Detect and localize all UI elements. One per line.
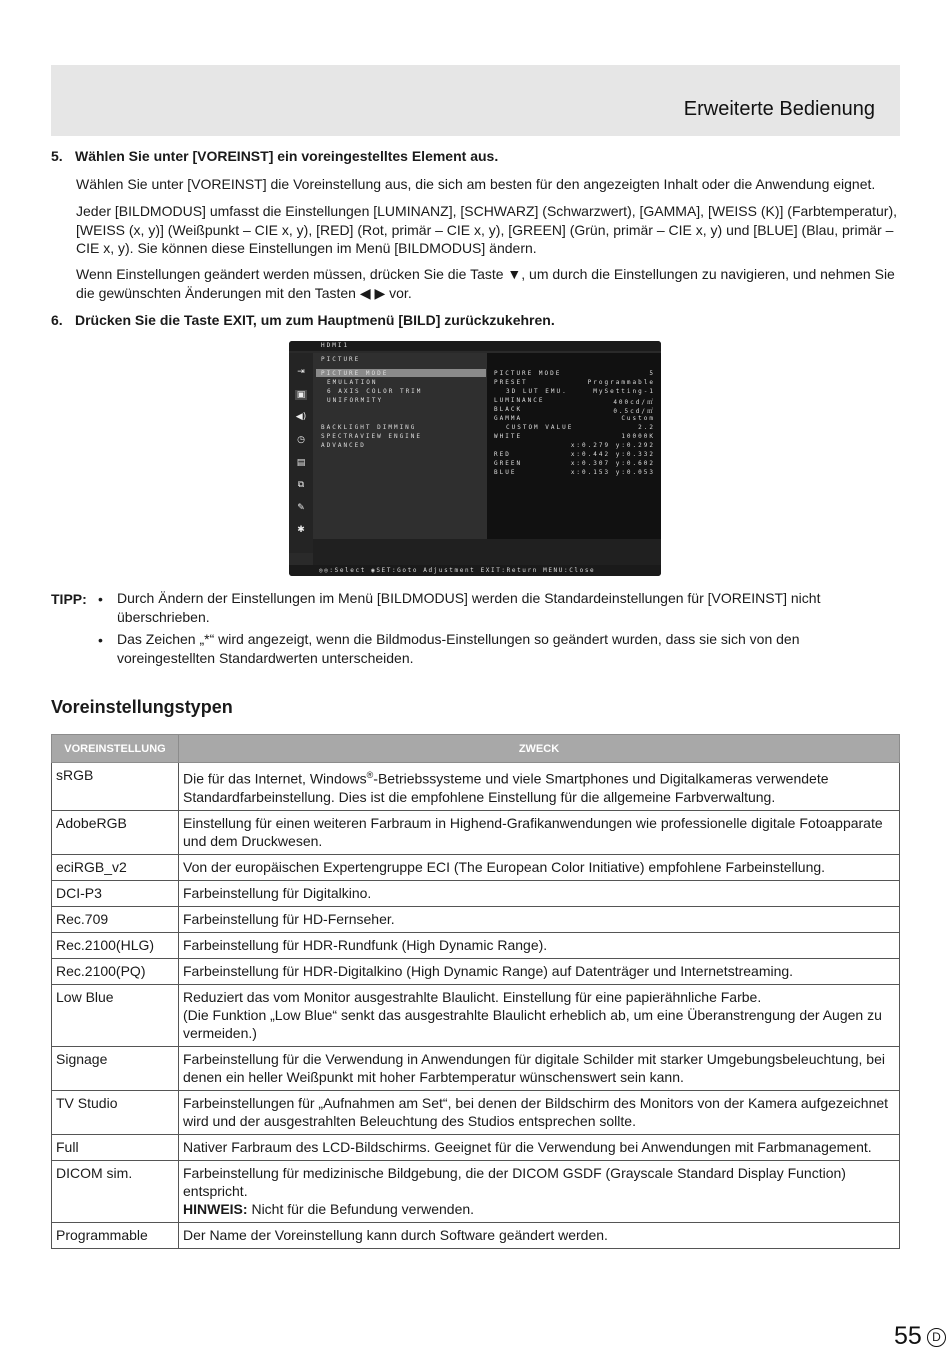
step-number: 5. [51,148,63,164]
osd-row-label: LUMINANCE [494,397,545,404]
osd-row-value: 400cd/㎡ [613,399,655,406]
table-row [52,1222,900,1248]
preset-purpose-note: (Die Funktion „Low Blue“ senkt das ausgestrahlte Blaulicht erheblich ab, um eine Überanstrengung der Augen zu vermeiden.) [183,1006,882,1041]
osd-row-value: x:0.442 y:0.332 [570,451,655,458]
table-row [52,906,900,932]
osd-row-label: 3D LUT EMU. [506,388,568,395]
osd-row-value: 2.2 [638,424,655,431]
protect-icon: ✎ [297,503,305,513]
preset-purpose: Farbeinstellung für HD-Fernseher. [179,906,900,932]
preset-purpose-line: Reduziert das vom Monitor ausgestrahlte Blaulicht. Einstellung für eine papierähnliche Farbe. [183,988,762,1005]
table-row [52,854,900,880]
osd-row-value: MySetting-1 [593,388,655,395]
preset-purpose: Der Name der Voreinstellung kann durch Software geändert werden. [179,1222,900,1248]
tipp-bullet-2: Das Zeichen „*“ wird angezeigt, wenn die Bildmodus-Einstellungen so geändert wurden, dass sie sich von den voreingestellten Standardwerten unterscheiden. [117,631,800,666]
system-icon: ✱ [297,525,305,535]
preset-purpose: Von der europäischen Expertengruppe ECI (The European Color Initiative) empfohlene Farbeinstellung. [179,854,900,880]
table-header-cell: VOREINSTELLUNG [52,735,179,763]
osd-menu-item: SPECTRAVIEW ENGINE [321,433,423,440]
table-row [52,1160,900,1222]
preset-name: DCI-P3 [52,880,179,906]
osd-row-label: RED [494,451,511,458]
preset-name: TV Studio [52,1090,179,1134]
table-row [52,1090,900,1134]
language-marker-icon: D [927,1328,946,1347]
schedule-icon: ◷ [297,435,305,445]
preset-name: Low Blue [52,984,179,1046]
preset-name: Rec.2100(PQ) [52,958,179,984]
section-title: Voreinstellungstypen [51,697,233,717]
preset-purpose: Farbeinstellung für die Verwendung in Anwendungen für digitale Schilder mit starker Umgebungsbeleuchtung, bei denen ein heller Weißpunkt mit hoher Farbtemperatur wünschenswert sein kann. [179,1046,900,1090]
osd-row-label: BLACK [494,406,523,413]
paragraph-3: Wenn Einstellungen geändert werden müssen, drücken Sie die Taste ▼, um durch die Einstellungen zu navigieren, und nehmen Sie die gewünschten Änderungen mit den Tasten ◀ ▶ vor. [76,266,895,301]
table-row [52,763,900,811]
osd-row-value: 10000K [621,433,655,440]
osd-row-value: Programmable [587,379,655,386]
step-text: Wählen Sie unter [VOREINST] ein voreingestelltes Element aus. [75,148,499,164]
preset-purpose: Nativer Farbraum des LCD-Bildschirms. Geeignet für die Verwendung bei Anwendungen mit Farbmanagement. [179,1134,900,1160]
osd-row-value: x:0.279 y:0.292 [570,442,655,449]
paragraph-2: Jeder [BILDMODUS] umfasst die Einstellungen [LUMINANZ], [SCHWARZ] (Schwarzwert), [GAMMA], [WEISS (K)] (Farbtemperatur), [WEISS (x, y)] (Weißpunkt – CIE x, y), [RED] (Rot, primär – CIE x, y), [GREEN] (Grün, primär – CIE x, y) und [BLUE] (Blau, primär – CIE x, y). Sie können diese Einstellungen im Menü [BILDMODUS] ändern. [76,203,897,256]
osd-row-label: BLUE [494,469,517,476]
preset-purpose: Farbeinstellung für Digitalkino. [179,880,900,906]
preset-name: Rec.2100(HLG) [52,932,179,958]
preset-name: Full [52,1134,179,1160]
osd-menu-screenshot [289,341,661,576]
osd-menu-item: BACKLIGHT DIMMING [321,424,417,431]
osd-menu-item: 6 AXIS COLOR TRIM [327,388,423,395]
table-row [52,932,900,958]
audio-icon: ◀) [295,412,307,422]
preset-name: AdobeRGB [52,810,179,854]
preset-name: Rec.709 [52,906,179,932]
header-title: Erweiterte Bedienung [683,98,875,120]
osd-row-value: x:0.153 y:0.053 [570,469,655,476]
note-text: Nicht für die Befundung verwenden. [247,1200,475,1217]
preset-purpose: Einstellung für einen weiteren Farbraum in Highend-Grafikanwendungen wie professionelle digitale Fotoapparate und dem Druckwesen. [179,810,900,854]
osd-row-label: GAMMA [494,415,523,422]
osd-row-value: 5 [649,370,655,377]
note-label: HINWEIS: [183,1200,248,1217]
osd-footer-hints: ◎◎:Select ◉SET:Goto Adjustment EXIT:Return MENU:Close [319,567,596,574]
osd-row-value: 0.5cd/㎡ [613,408,655,415]
bullet-dot: • [98,632,103,648]
osd-bottom-area [313,539,661,565]
osd-menu-item: UNIFORMITY [327,397,384,404]
osd-row-label: WHITE [494,433,523,440]
bullet-dot: • [98,591,103,607]
preset-types-table [51,734,900,1249]
preset-name: Signage [52,1046,179,1090]
step-6 [51,312,555,328]
preset-purpose: Farbeinstellung für HDR-Digitalkino (High Dynamic Range) auf Datenträger und Internetstreaming. [179,958,900,984]
page-number: 55 [894,1322,922,1350]
osd-icon: ▤ [296,458,306,468]
table-header-cell: ZWECK [179,735,900,763]
osd-row-value: x:0.307 y:0.602 [570,460,655,467]
preset-name: eciRGB_v2 [52,854,179,880]
osd-sidebar [289,353,313,553]
preset-purpose [179,984,900,1046]
osd-row-label: PRESET [494,379,528,386]
osd-row-label: PICTURE MODE [494,370,562,377]
preset-name: DICOM sim. [52,1160,179,1222]
table-row [52,810,900,854]
tipp-label: TIPP: [51,591,87,607]
picture-icon: ▣ [296,390,306,400]
table-row [52,1046,900,1090]
step-text: Drücken Sie die Taste EXIT, um zum Hauptmenü [BILD] zurückzukehren. [75,312,555,328]
osd-row-label: GREEN [494,460,523,467]
preset-name: sRGB [52,763,179,811]
osd-menu-title: PICTURE [321,356,361,363]
tipp-bullet-1: Durch Ändern der Einstellungen im Menü [BILDMODUS] werden die Standardeinstellungen für [VOREINST] nicht überschrieben. [117,590,821,625]
table-header-row [52,735,900,763]
preset-purpose [179,1160,900,1222]
page-header [51,65,900,136]
table-row [52,984,900,1046]
osd-menu-item: ADVANCED [321,442,366,449]
osd-row-value: Custom [621,415,655,422]
osd-row-label: CUSTOM VALUE [506,424,574,431]
preset-purpose: Farbeinstellungen für „Aufnahmen am Set“, bei denen der Bildschirm des Monitors von der Kamera aufgezeichnet wird und der ausgestrahlten Beleuchtung des Studios entsprechen sollte. [179,1090,900,1134]
osd-source-label: HDMI1 [321,342,350,349]
paragraph-1: Wählen Sie unter [VOREINST] die Voreinstellung aus, die sich am besten für den angezeigten Inhalt oder die Anwendung eignet. [76,176,876,192]
step-number: 6. [51,312,63,328]
preset-name: Programmable [52,1222,179,1248]
preset-purpose-line: Farbeinstellung für medizinische Bildgebung, die der DICOM GSDF (Grayscale Standard Display Function) entspricht. [183,1164,846,1199]
table-row [52,1134,900,1160]
preset-note [183,1200,895,1218]
preset-purpose: Die für das Internet, Windows®-Betriebssysteme und viele Smartphones und Digitalkameras verwendete Standardfarbeinstellung. Dies ist die empfohlene Einstellung für die allgemeine Farbverwaltung. [179,763,900,811]
preset-purpose: Farbeinstellung für HDR-Rundfunk (High Dynamic Range). [179,932,900,958]
table-row [52,958,900,984]
osd-menu-item: PICTURE MODE [321,370,389,377]
table-row [52,880,900,906]
osd-menu-item: EMULATION [327,379,378,386]
input-icon: ⇥ [297,367,305,377]
multi-picture-icon: ⧉ [297,480,305,490]
step-5 [51,148,498,164]
